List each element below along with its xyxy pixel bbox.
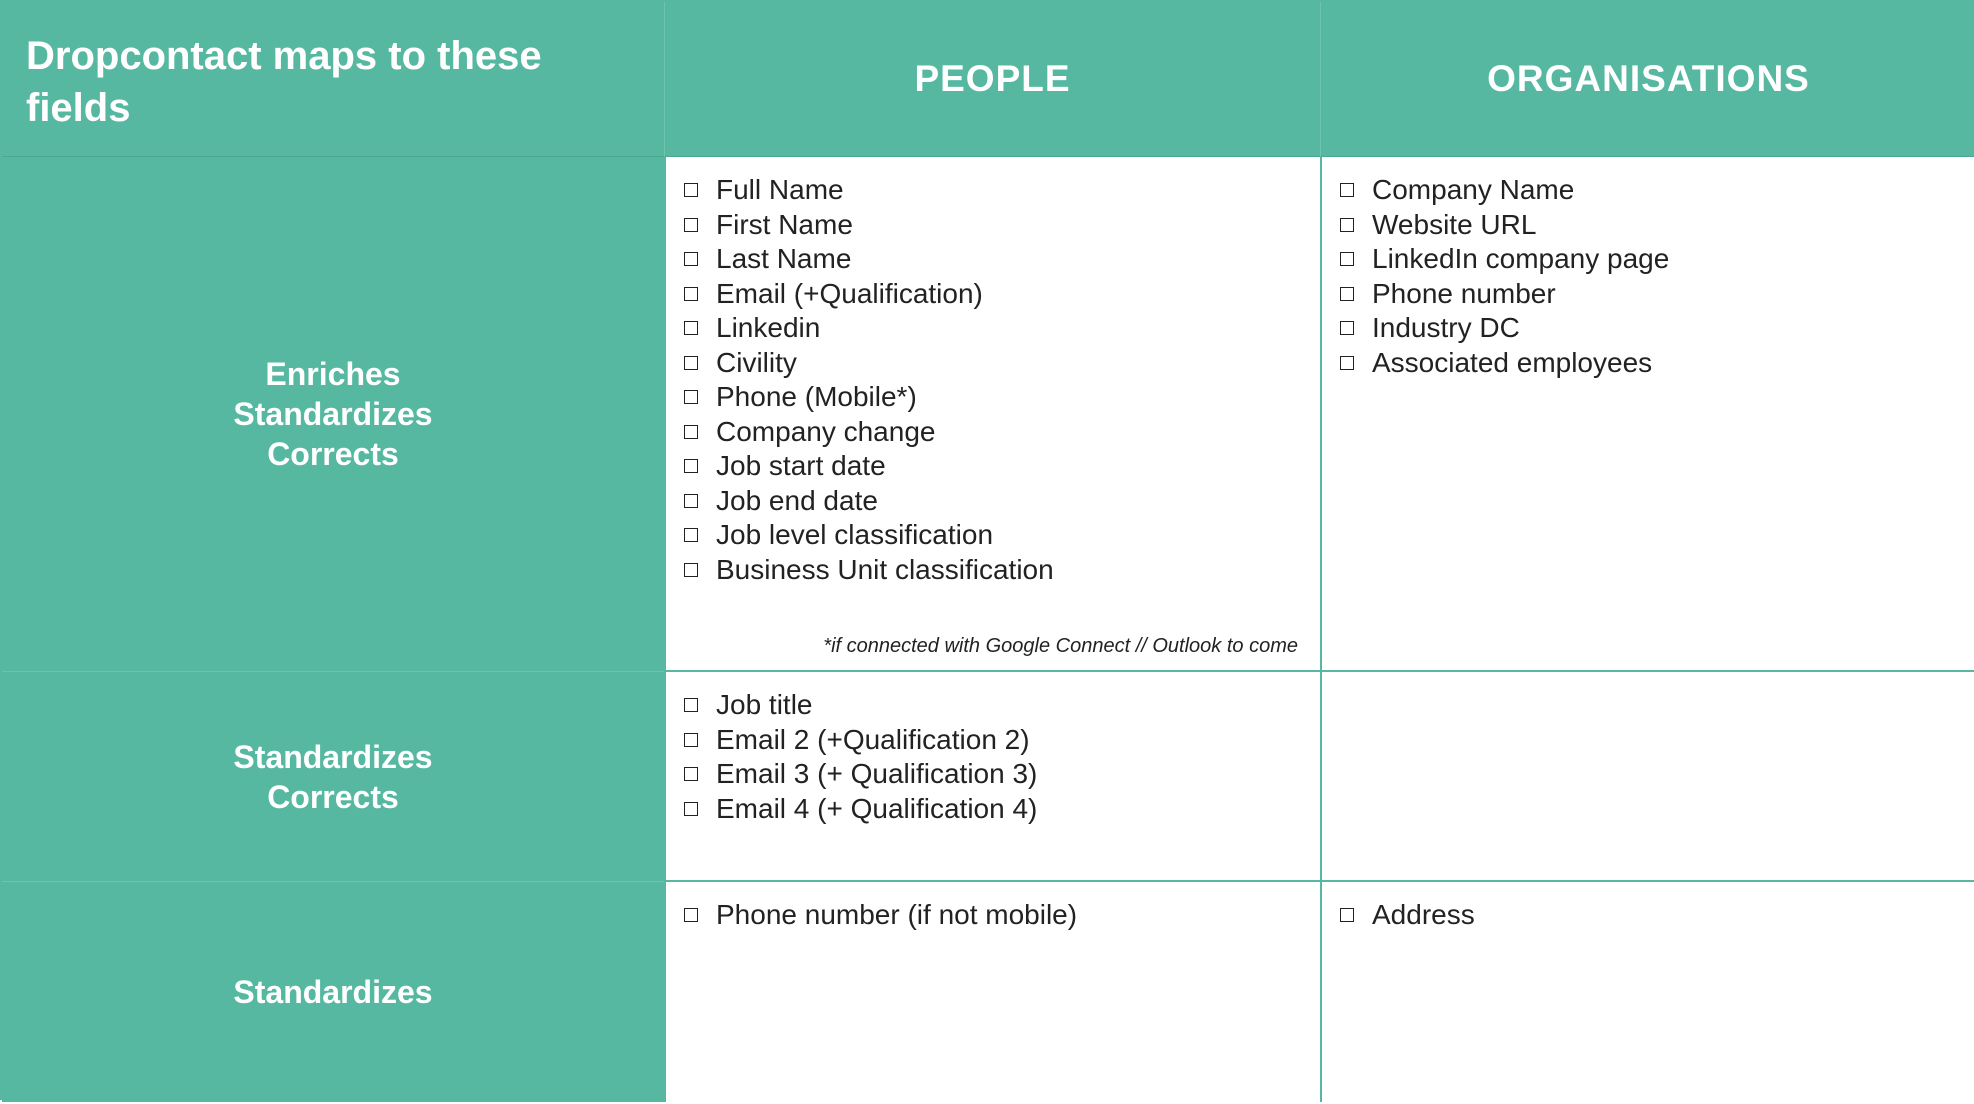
row-label-line: Standardizes	[233, 738, 433, 775]
checkbox-icon	[1340, 908, 1354, 922]
people-field-label: Email 4 (+ Qualification 4)	[716, 792, 1038, 824]
checkbox-icon	[684, 390, 698, 404]
people-field-label: Job level classification	[716, 519, 994, 550]
row-label-line: Enriches	[265, 356, 401, 392]
organisation-field-item	[1340, 242, 1974, 277]
people-field-item	[684, 380, 1320, 415]
people-field-label: Last Name	[716, 243, 852, 274]
organisation-field-label: Website URL	[1372, 208, 1537, 240]
people-field-item	[684, 484, 1320, 519]
checkbox-icon	[684, 287, 698, 301]
people-enriches-list	[684, 173, 1320, 587]
organisation-field-label: Associated employees	[1372, 346, 1653, 378]
table-title: Dropcontact maps to these fields	[2, 2, 664, 157]
people-field-label: Job end date	[716, 484, 878, 516]
people-field-label: Email (+Qualification)	[716, 277, 983, 309]
checkbox-icon	[1340, 287, 1354, 301]
organisation-field-item	[1340, 208, 1974, 243]
organisations-standardizes-list	[1340, 898, 1974, 933]
checkbox-icon	[684, 494, 698, 508]
checkbox-icon	[1340, 252, 1354, 266]
google-connect-note: *if connected with Google Connect // Outlook to come	[823, 635, 1298, 657]
people-field-item	[684, 688, 1320, 723]
checkbox-icon	[684, 321, 698, 335]
checkbox-icon	[684, 218, 698, 232]
row-label-enriches	[2, 157, 664, 672]
people-field-item	[684, 415, 1320, 450]
organisations-enriches-list	[1340, 173, 1974, 380]
people-field-label: Phone number (if not mobile)	[716, 899, 1078, 930]
people-field-label: Civility	[716, 346, 797, 378]
checkbox-icon	[684, 908, 698, 922]
checkbox-icon	[684, 767, 698, 781]
organisations-standardizes-corrects-cell	[1320, 672, 1974, 882]
checkbox-icon	[684, 356, 698, 370]
people-field-item	[684, 792, 1320, 827]
people-field-label: Phone (Mobile*)	[716, 381, 917, 412]
people-field-label: Email 2 (+Qualification 2)	[716, 723, 1030, 755]
people-field-label: First Name	[716, 208, 853, 240]
checkbox-icon	[684, 698, 698, 712]
people-field-item	[684, 449, 1320, 484]
row-label-line: Standardizes	[233, 396, 433, 432]
people-enriches-cell	[664, 157, 1320, 672]
organisation-field-item	[1340, 173, 1974, 208]
people-field-label: Full Name	[716, 174, 844, 205]
people-standardizes-corrects-list	[684, 688, 1320, 826]
people-field-label: Email 3 (+ Qualification 3)	[716, 758, 1038, 789]
people-field-item	[684, 208, 1320, 243]
organisation-field-label: Company Name	[1372, 174, 1575, 205]
people-column-header: PEOPLE	[664, 2, 1320, 157]
people-field-item	[684, 898, 1320, 933]
row-label-standardizes-corrects	[2, 672, 664, 882]
people-field-label: Job start date	[716, 450, 886, 481]
organisation-field-label: Phone number	[1372, 277, 1556, 309]
people-field-label: Job title	[716, 689, 813, 720]
people-field-item	[684, 242, 1320, 277]
people-field-item	[684, 553, 1320, 588]
people-standardizes-cell	[664, 882, 1320, 1102]
organisation-field-item	[1340, 311, 1974, 346]
people-field-item	[684, 173, 1320, 208]
checkbox-icon	[684, 459, 698, 473]
people-field-item	[684, 723, 1320, 758]
organisation-field-label: Address	[1372, 899, 1475, 930]
organisation-field-item	[1340, 898, 1974, 933]
row-label-line: Standardizes	[233, 974, 433, 1010]
organisation-field-label: Industry DC	[1372, 312, 1520, 343]
checkbox-icon	[684, 733, 698, 747]
organisation-field-item	[1340, 346, 1974, 381]
checkbox-icon	[684, 563, 698, 577]
organisations-column-header: ORGANISATIONS	[1320, 2, 1974, 157]
checkbox-icon	[1340, 356, 1354, 370]
checkbox-icon	[684, 252, 698, 266]
checkbox-icon	[1340, 183, 1354, 197]
people-field-item	[684, 311, 1320, 346]
people-standardizes-list	[684, 898, 1320, 933]
checkbox-icon	[1340, 218, 1354, 232]
checkbox-icon	[684, 183, 698, 197]
people-field-label: Business Unit classification	[716, 553, 1054, 585]
row-label-standardizes	[2, 882, 664, 1102]
row-label-line: Corrects	[267, 778, 399, 815]
checkbox-icon	[684, 802, 698, 816]
people-field-item	[684, 346, 1320, 381]
people-field-item	[684, 277, 1320, 312]
checkbox-icon	[684, 528, 698, 542]
organisation-field-item	[1340, 277, 1974, 312]
organisations-standardizes-cell	[1320, 882, 1974, 1102]
people-standardizes-corrects-cell	[664, 672, 1320, 882]
checkbox-icon	[684, 425, 698, 439]
organisations-enriches-cell	[1320, 157, 1974, 672]
people-field-label: Linkedin	[716, 312, 821, 343]
checkbox-icon	[1340, 321, 1354, 335]
row-label-line: Corrects	[267, 436, 399, 472]
organisation-field-label: LinkedIn company page	[1372, 243, 1670, 274]
people-field-label: Company change	[716, 415, 936, 447]
people-field-item	[684, 757, 1320, 792]
people-field-item	[684, 518, 1320, 553]
